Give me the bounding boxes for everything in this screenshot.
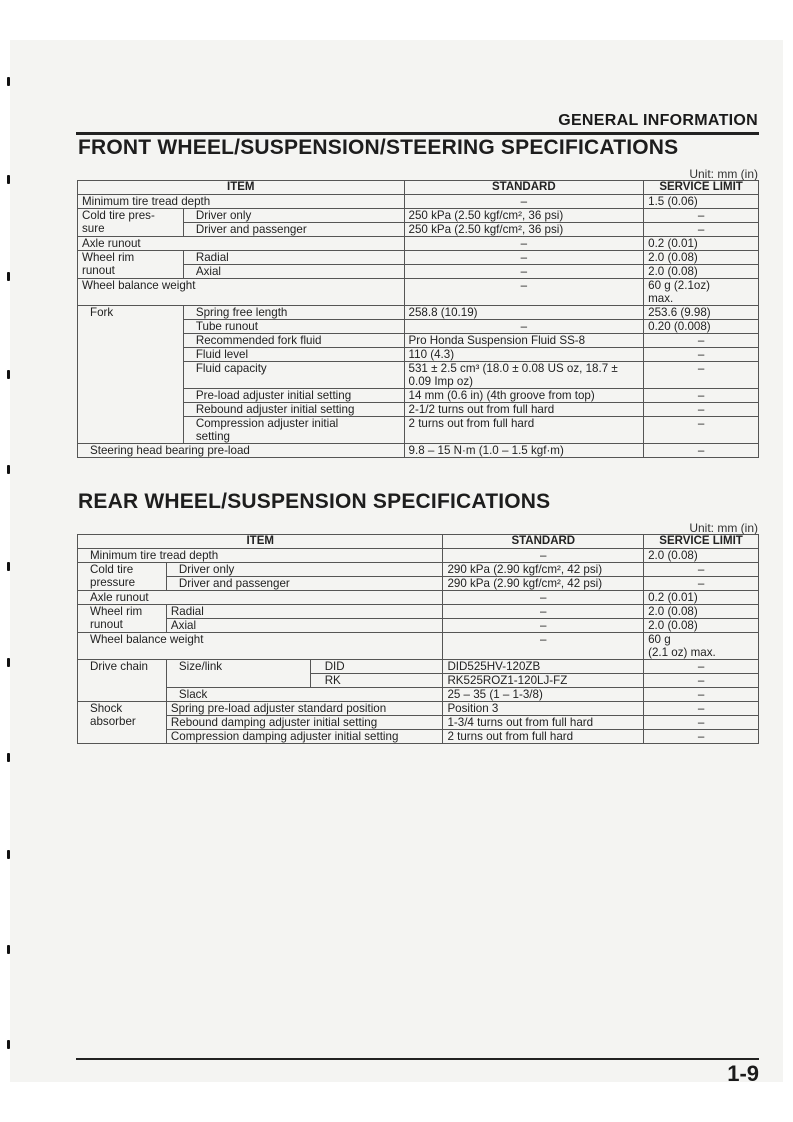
table-cell: Shock absorber xyxy=(78,702,167,744)
table-row xyxy=(78,209,759,223)
table-row xyxy=(78,716,759,730)
table-cell: Rebound damping adjuster initial setting xyxy=(166,716,443,730)
table-cell: Position 3 xyxy=(443,702,644,716)
col-service-limit: SERVICE LIMIT xyxy=(644,181,759,195)
table-cell: 2 turns out from full hard xyxy=(443,730,644,744)
table-cell: 250 kPa (2.50 kgf/cm², 36 psi) xyxy=(404,223,644,237)
section-header: GENERAL INFORMATION xyxy=(558,112,758,129)
table-cell: – xyxy=(644,334,759,348)
table-cell: – xyxy=(644,362,759,389)
table-cell: 9.8 – 15 N·m (1.0 – 1.5 kgf·m) xyxy=(404,444,644,458)
table-cell: Pro Honda Suspension Fluid SS-8 xyxy=(404,334,644,348)
table-row xyxy=(78,591,759,605)
front-title: FRONT WHEEL/SUSPENSION/STEERING SPECIFICATIONS xyxy=(78,136,679,159)
table-cell: Driver only xyxy=(183,209,404,223)
table-cell: Driver only xyxy=(166,563,443,577)
table-cell: Tube runout xyxy=(183,320,404,334)
table-cell: 2.0 (0.08) xyxy=(644,605,759,619)
table-cell: – xyxy=(404,237,644,251)
col-standard: STANDARD xyxy=(443,535,644,549)
col-item: ITEM xyxy=(78,181,405,195)
table-row xyxy=(78,251,759,265)
table-cell: – xyxy=(644,209,759,223)
table-cell: – xyxy=(443,591,644,605)
table-cell: – xyxy=(644,688,759,702)
table-cell: 2.0 (0.08) xyxy=(644,265,759,279)
table-cell: – xyxy=(644,577,759,591)
table-cell: 110 (4.3) xyxy=(404,348,644,362)
table-row xyxy=(78,549,759,563)
table-cell: 25 – 35 (1 – 1-3/8) xyxy=(443,688,644,702)
table-cell: Axle runout xyxy=(78,237,405,251)
rear-unit: Unit: mm (in) xyxy=(689,521,758,535)
table-cell: Cold tire pres- sure xyxy=(78,209,184,237)
table-cell: – xyxy=(404,265,644,279)
table-cell: Recommended fork fluid xyxy=(183,334,404,348)
table-row xyxy=(78,633,759,660)
table-cell: Axial xyxy=(183,265,404,279)
table-cell: Spring pre-load adjuster standard position xyxy=(166,702,443,716)
table-cell: Fluid capacity xyxy=(183,362,404,389)
table-cell: – xyxy=(644,348,759,362)
table-row xyxy=(78,619,759,633)
table-row xyxy=(78,563,759,577)
table-cell: 1.5 (0.06) xyxy=(644,195,759,209)
table-cell: 2 turns out from full hard xyxy=(404,417,644,444)
rear-title: REAR WHEEL/SUSPENSION SPECIFICATIONS xyxy=(78,490,551,513)
table-header-row xyxy=(78,535,759,549)
table-cell: – xyxy=(644,702,759,716)
table-cell: – xyxy=(404,279,644,306)
table-cell: 14 mm (0.6 in) (4th groove from top) xyxy=(404,389,644,403)
punch-hole-mark xyxy=(7,850,10,859)
table-row xyxy=(78,237,759,251)
table-cell: – xyxy=(644,444,759,458)
table-row xyxy=(78,730,759,744)
table-header-row xyxy=(78,181,759,195)
table-cell: Compression damping adjuster initial setting xyxy=(166,730,443,744)
table-cell: – xyxy=(443,605,644,619)
table-cell: 0.2 (0.01) xyxy=(644,237,759,251)
table-cell: Axial xyxy=(166,619,443,633)
table-cell: 2.0 (0.08) xyxy=(644,549,759,563)
table-cell: Fluid level xyxy=(183,348,404,362)
table-row xyxy=(78,279,759,306)
table-cell: Slack xyxy=(166,688,443,702)
punch-hole-mark xyxy=(7,77,10,86)
table-cell: – xyxy=(644,660,759,674)
table-cell: – xyxy=(644,674,759,688)
table-cell: Wheel balance weight xyxy=(78,279,405,306)
table-cell: – xyxy=(644,417,759,444)
table-cell: 60 g (2.1 oz) max. xyxy=(644,633,759,660)
col-standard: STANDARD xyxy=(404,181,644,195)
table-cell: 2.0 (0.08) xyxy=(644,251,759,265)
table-cell: 1-3/4 turns out from full hard xyxy=(443,716,644,730)
table-cell: – xyxy=(644,730,759,744)
table-cell: 0.20 (0.008) xyxy=(644,320,759,334)
table-cell: – xyxy=(404,251,644,265)
table-cell: – xyxy=(443,633,644,660)
table-cell: Rebound adjuster initial setting xyxy=(183,403,404,417)
table-cell: Fork xyxy=(78,306,184,444)
table-cell: Axle runout xyxy=(78,591,443,605)
table-cell: 2-1/2 turns out from full hard xyxy=(404,403,644,417)
table-cell: Spring free length xyxy=(183,306,404,320)
table-cell: 253.6 (9.98) xyxy=(644,306,759,320)
table-cell: RK xyxy=(310,674,443,688)
table-cell: – xyxy=(644,716,759,730)
table-cell: – xyxy=(404,195,644,209)
table-row xyxy=(78,306,759,320)
table-row xyxy=(78,195,759,209)
table-cell: 250 kPa (2.50 kgf/cm², 36 psi) xyxy=(404,209,644,223)
table-cell: – xyxy=(644,223,759,237)
table-cell: 258.8 (10.19) xyxy=(404,306,644,320)
punch-hole-mark xyxy=(7,175,10,184)
footer-rule xyxy=(76,1058,759,1060)
table-cell: – xyxy=(404,320,644,334)
table-cell: Wheel rim runout xyxy=(78,605,167,633)
table-cell: – xyxy=(644,389,759,403)
front-unit: Unit: mm (in) xyxy=(689,167,758,181)
punch-hole-mark xyxy=(7,562,10,571)
col-service-limit: SERVICE LIMIT xyxy=(644,535,759,549)
table-cell: Cold tire pressure xyxy=(78,563,167,591)
table-cell: Pre-load adjuster initial setting xyxy=(183,389,404,403)
table-cell: Wheel balance weight xyxy=(78,633,443,660)
rear-spec-table xyxy=(77,534,759,744)
punch-hole-mark xyxy=(7,753,10,762)
table-row xyxy=(78,660,759,674)
table-cell: – xyxy=(443,619,644,633)
table-cell: 0.2 (0.01) xyxy=(644,591,759,605)
table-cell: Compression adjuster initial setting xyxy=(183,417,404,444)
table-cell: Steering head bearing pre-load xyxy=(78,444,405,458)
table-cell: DID xyxy=(310,660,443,674)
table-cell: 531 ± 2.5 cm³ (18.0 ± 0.08 US oz, 18.7 ± 0.09 Imp oz) xyxy=(404,362,644,389)
table-cell: Driver and passenger xyxy=(183,223,404,237)
table-cell: 60 g (2.1oz) max. xyxy=(644,279,759,306)
table-row xyxy=(78,688,759,702)
table-cell: Radial xyxy=(183,251,404,265)
punch-hole-mark xyxy=(7,272,10,281)
table-cell: – xyxy=(644,403,759,417)
punch-hole-mark xyxy=(7,658,10,667)
punch-hole-mark xyxy=(7,945,10,954)
page-number: 1-9 xyxy=(727,1061,759,1086)
table-row xyxy=(78,577,759,591)
table-cell: RK525ROZ1-120LJ-FZ xyxy=(443,674,644,688)
punch-hole-mark xyxy=(7,465,10,474)
table-cell: 290 kPa (2.90 kgf/cm², 42 psi) xyxy=(443,577,644,591)
table-row xyxy=(78,444,759,458)
table-cell: Radial xyxy=(166,605,443,619)
table-cell: Drive chain xyxy=(78,660,167,702)
table-row xyxy=(78,702,759,716)
table-cell: – xyxy=(443,549,644,563)
table-cell: Minimum tire tread depth xyxy=(78,549,443,563)
table-cell: – xyxy=(644,563,759,577)
front-spec-table xyxy=(77,180,759,458)
table-cell: Minimum tire tread depth xyxy=(78,195,405,209)
punch-hole-mark xyxy=(7,1040,10,1049)
col-item: ITEM xyxy=(78,535,443,549)
table-cell: 2.0 (0.08) xyxy=(644,619,759,633)
header-rule xyxy=(76,132,759,135)
table-cell: Wheel rim runout xyxy=(78,251,184,279)
table-row xyxy=(78,605,759,619)
punch-hole-mark xyxy=(7,370,10,379)
table-cell: Driver and passenger xyxy=(166,577,443,591)
table-cell: Size/link xyxy=(166,660,310,688)
table-cell: 290 kPa (2.90 kgf/cm², 42 psi) xyxy=(443,563,644,577)
table-cell: DID525HV-120ZB xyxy=(443,660,644,674)
